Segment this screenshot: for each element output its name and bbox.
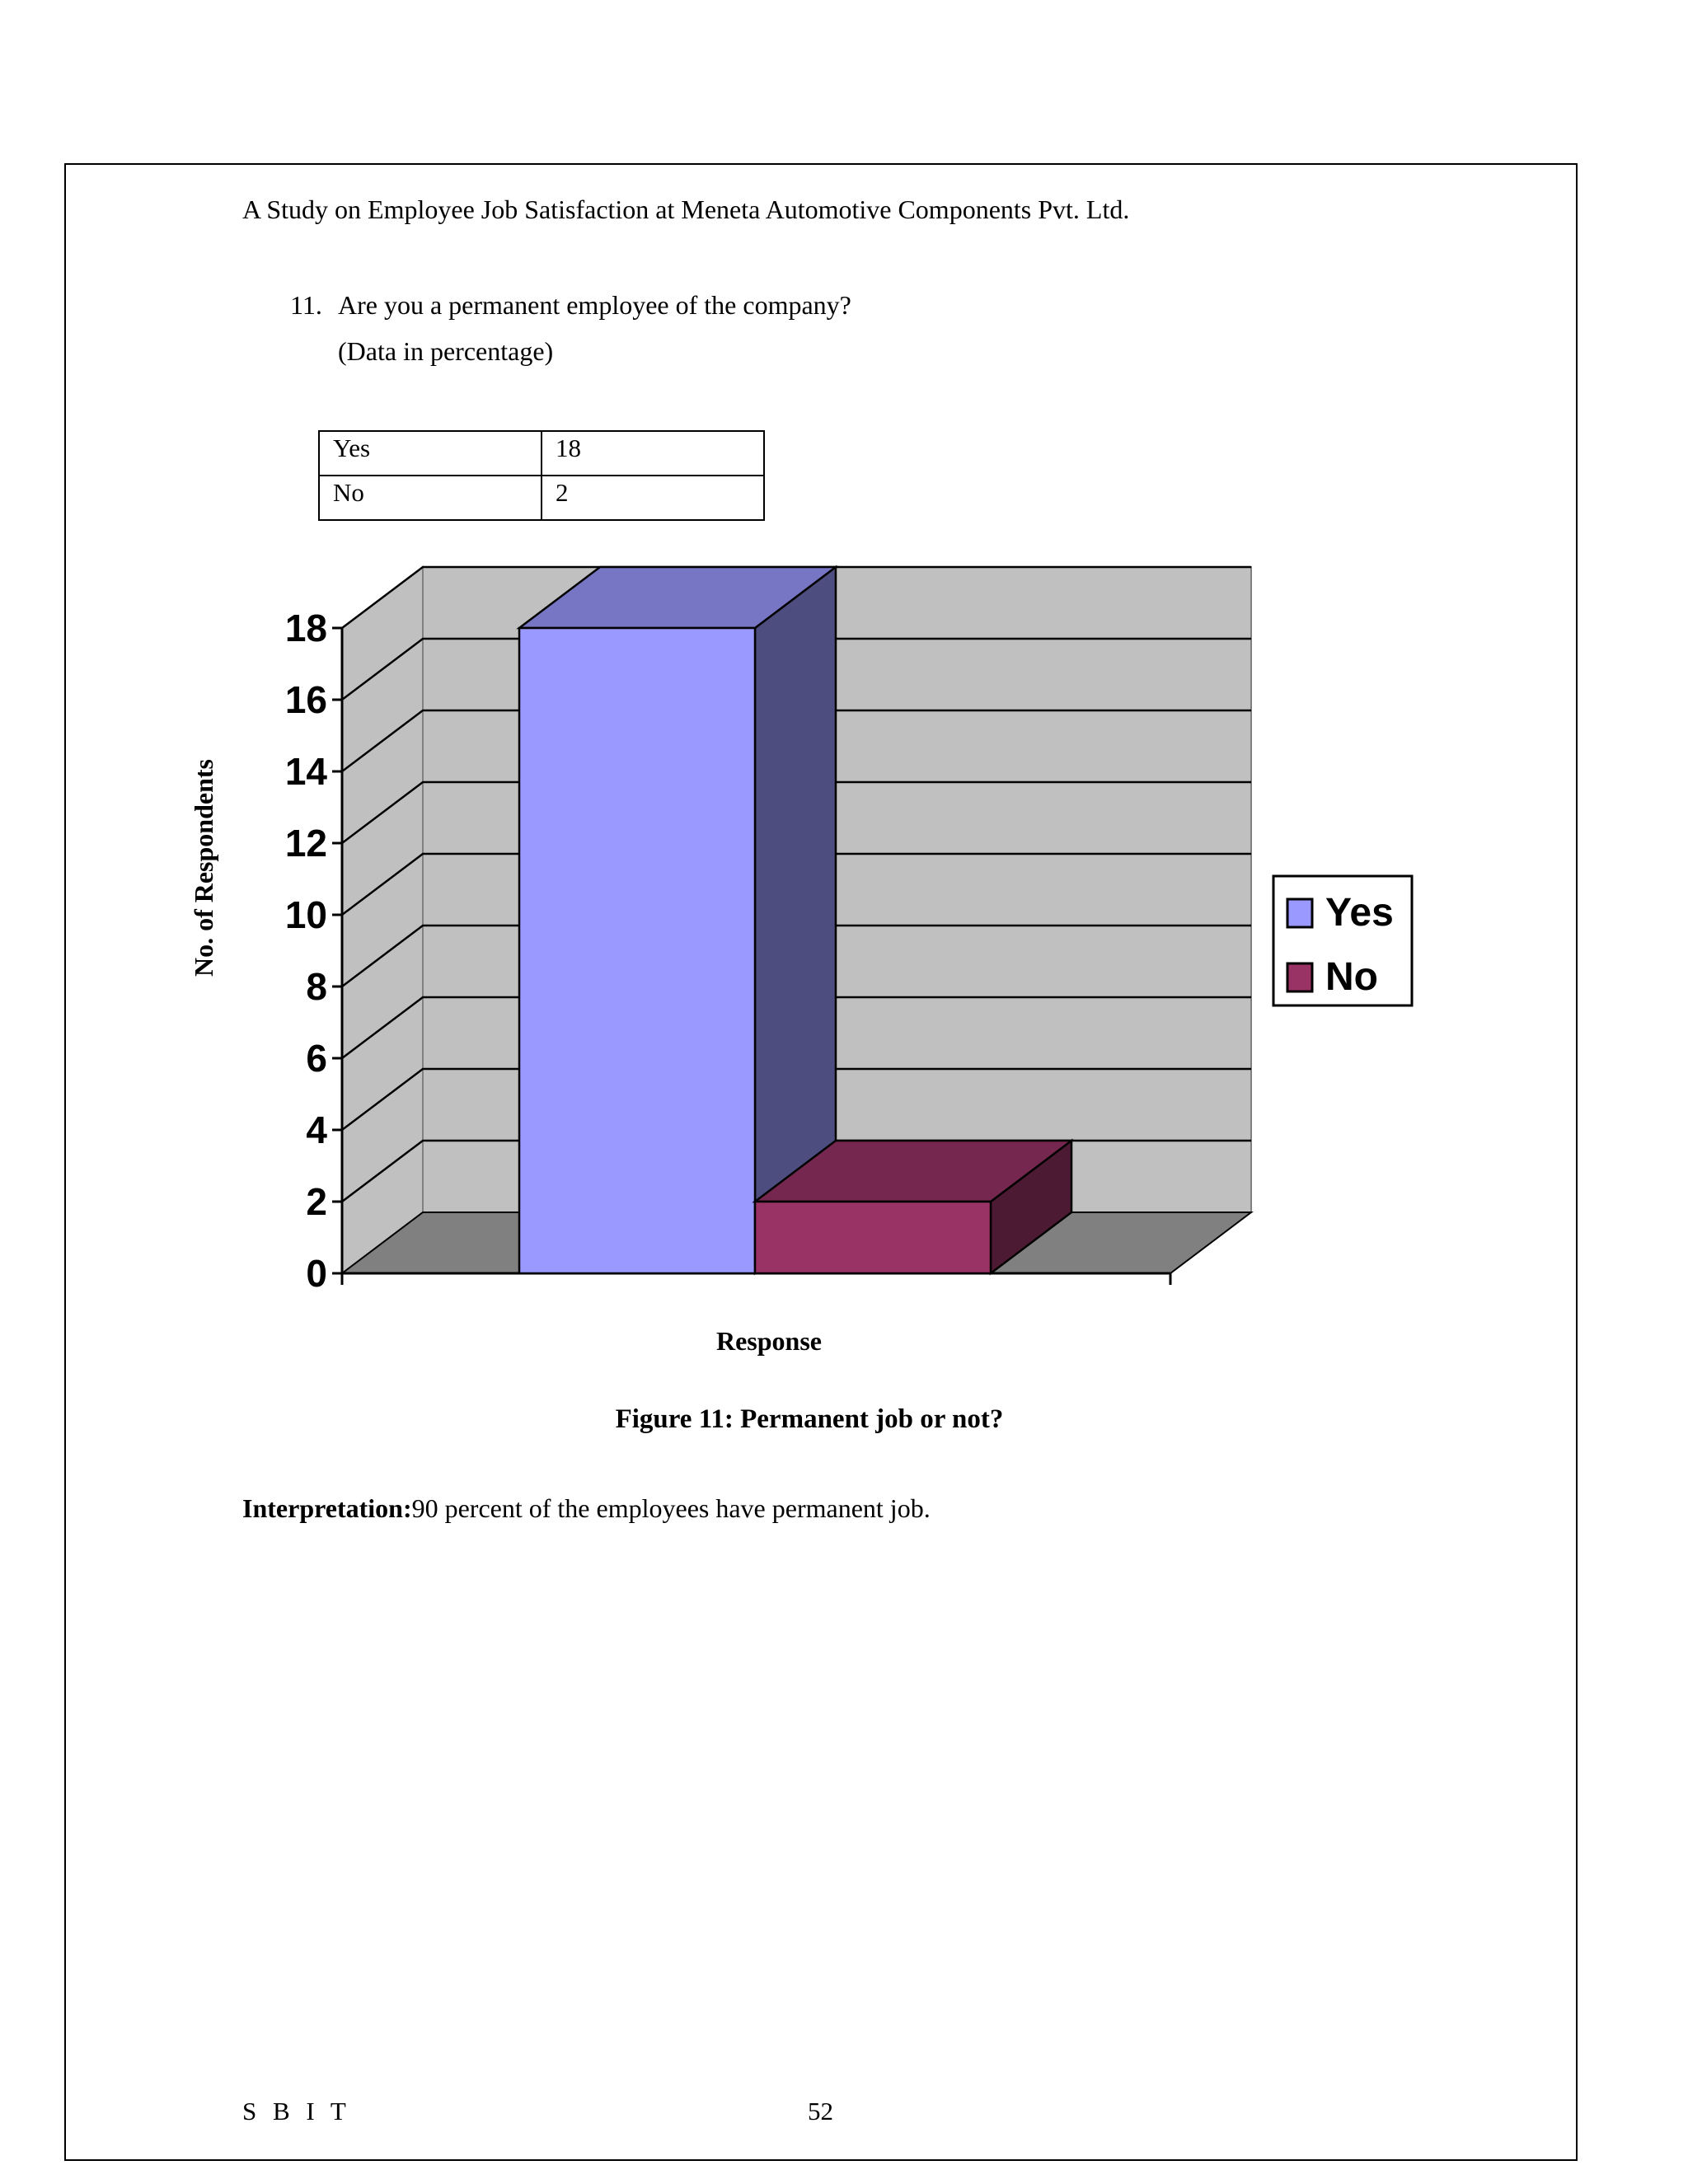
- interpretation-label: Interpretation:: [242, 1493, 412, 1523]
- legend-label-no: No: [1325, 955, 1378, 999]
- question-text: Are you a permanent employee of the company?: [338, 290, 851, 320]
- table-cell-label: Yes: [319, 431, 542, 476]
- page-number: 52: [808, 2097, 833, 2125]
- figure-caption: Figure 11: Permanent job or not?: [615, 1404, 1004, 1434]
- y-tick-label: 14: [284, 750, 327, 793]
- document-header-title: A Study on Employee Job Satisfaction at Meneta Automotive Components Pvt. Ltd.: [242, 194, 1130, 224]
- y-tick-label: 18: [284, 607, 327, 649]
- chart-side-wall: [342, 567, 423, 1273]
- legend-swatch-yes: [1287, 899, 1312, 927]
- y-tick-label: 12: [284, 822, 327, 865]
- interpretation: [242, 1493, 931, 1524]
- y-tick-label: 0: [306, 1252, 327, 1295]
- y-tick-label: 10: [284, 893, 327, 936]
- bar-no: [755, 1202, 991, 1273]
- legend-swatch-no: [1287, 963, 1312, 991]
- y-axis-title: No. of Respondents: [189, 758, 218, 977]
- table-cell-value: 18: [542, 431, 764, 476]
- legend-label-yes: Yes: [1325, 891, 1394, 935]
- y-tick-label: 8: [306, 965, 327, 1008]
- interpretation-text: 90 percent of the employees have permanent job.: [411, 1493, 931, 1523]
- x-axis-title: Response: [715, 1326, 823, 1356]
- table-cell-label: No: [319, 476, 542, 520]
- question-subtitle: (Data in percentage): [338, 336, 554, 366]
- bar-yes: [519, 628, 755, 1273]
- table-cell-value: 2: [542, 476, 764, 520]
- y-tick-label: 4: [306, 1108, 327, 1151]
- question-number: 11.: [290, 290, 322, 320]
- y-tick-label: 16: [284, 678, 327, 721]
- y-tick-label: 2: [306, 1180, 327, 1223]
- footer-institution: S B I T: [242, 2097, 351, 2125]
- y-tick-label: 6: [306, 1037, 327, 1080]
